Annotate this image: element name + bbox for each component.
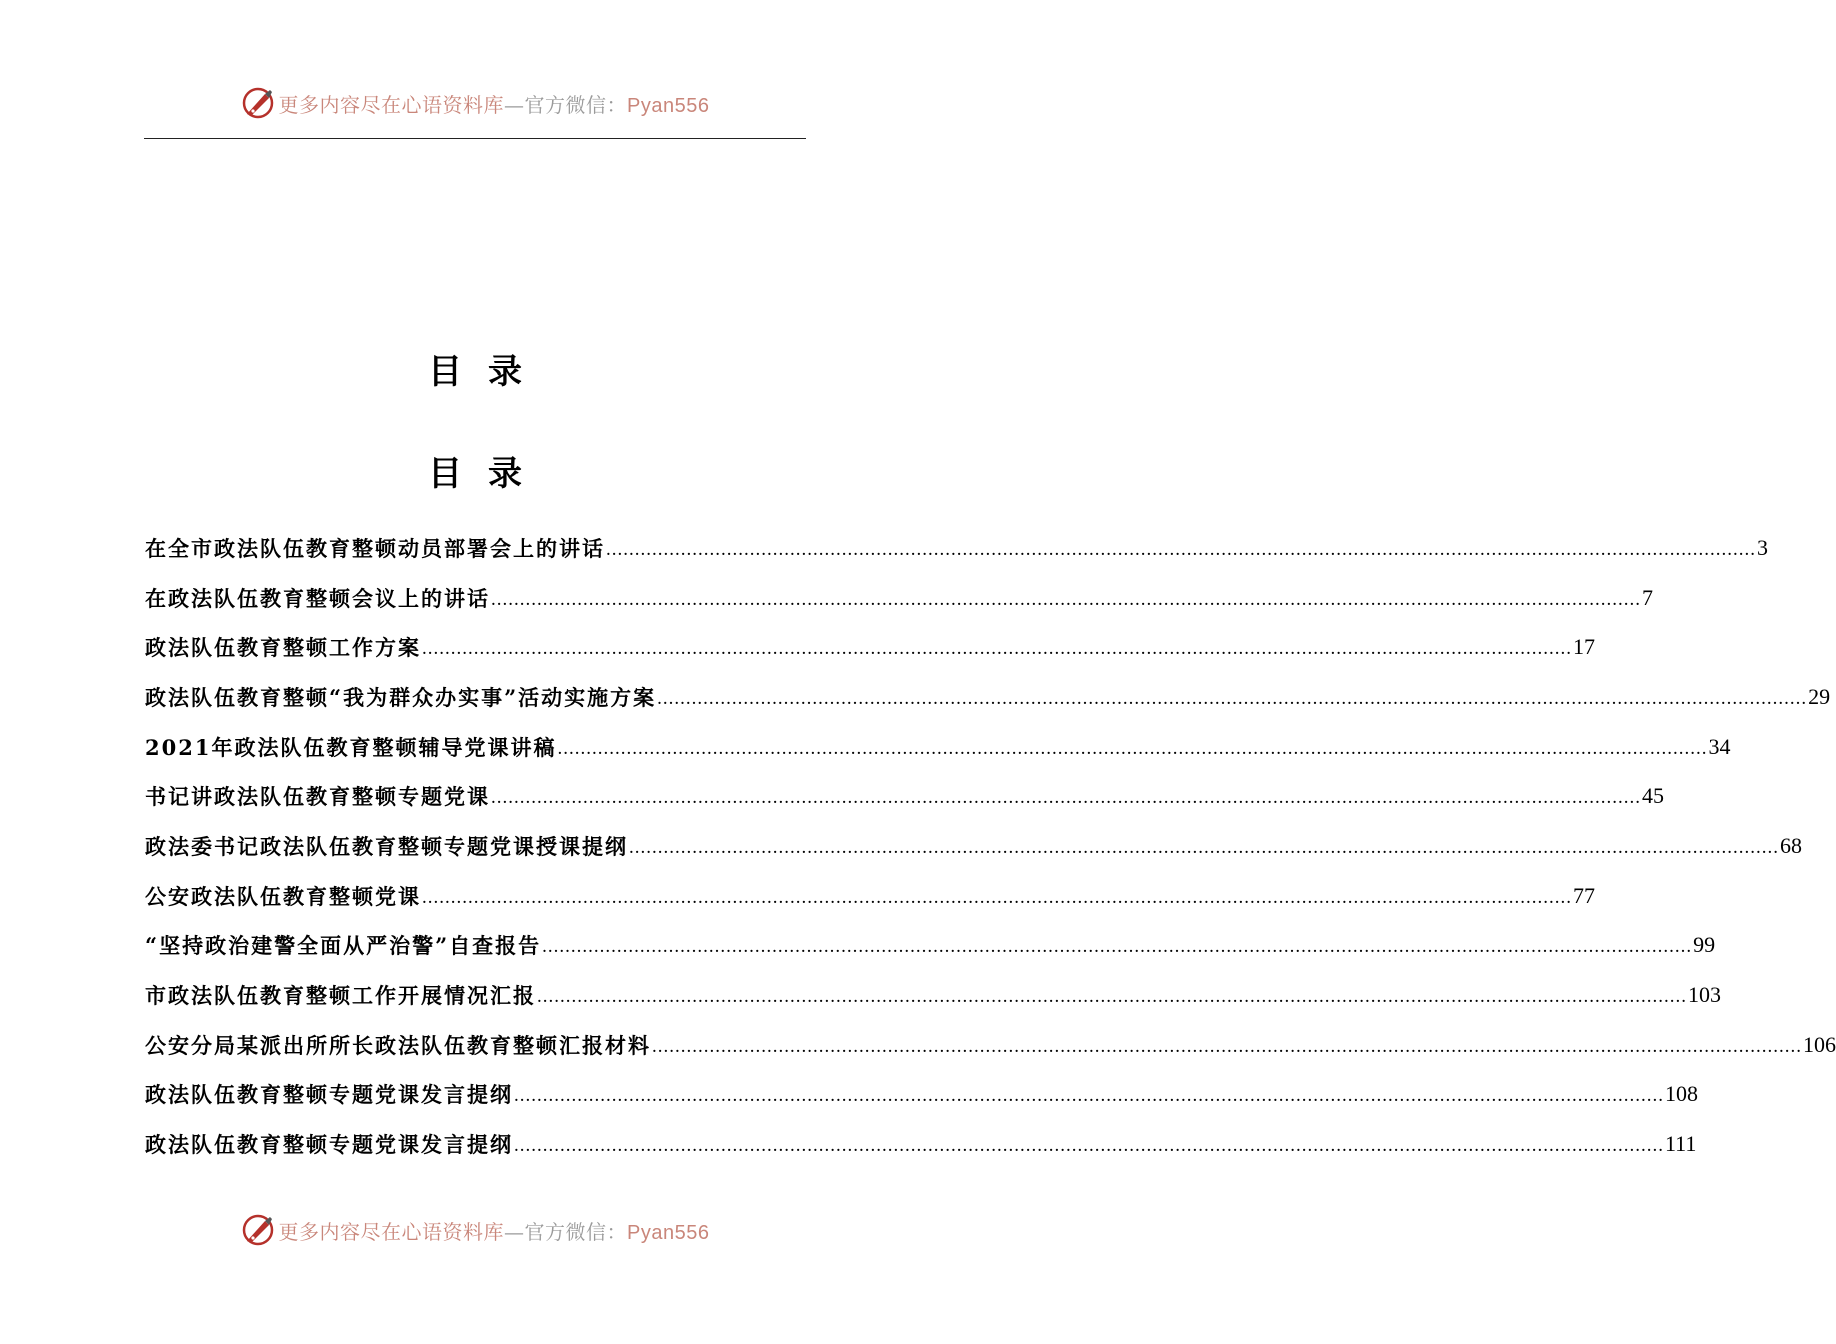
toc-leader-dots: ........................................................................................................................................................................................................	[652, 1035, 1802, 1057]
toc-entry[interactable]	[145, 722, 1731, 772]
footer-brand: 更多内容尽在心语资料库	[278, 1219, 505, 1244]
toc-entry[interactable]	[145, 970, 1721, 1020]
toc-leader-dots: ........................................................................................................................................................................................................	[514, 1085, 1664, 1107]
toc-entry-page: 7	[1642, 584, 1653, 610]
toc-entry-title: 2021年政法队伍教育整顿辅导党课讲稿	[145, 734, 557, 760]
pen-nib-logo-icon	[241, 86, 275, 120]
toc-entry-title: 公安政法队伍教育整顿党课	[145, 883, 421, 909]
footer-dash: —	[504, 1219, 525, 1244]
header-wechat-label: 官方微信：	[524, 92, 628, 117]
toc-entry-title: 政法队伍教育整顿专题党课发言提纲	[145, 1082, 513, 1108]
toc-entry[interactable]	[145, 1119, 1697, 1169]
toc-entry[interactable]	[145, 1070, 1698, 1120]
toc-leader-dots: ........................................................................................................................................................................................................	[657, 687, 1808, 709]
toc-leader-dots: ........................................................................................................................................................................................................	[557, 737, 1708, 759]
toc-entry-title: 政法委书记政法队伍教育整顿专题党课授课提纲	[145, 833, 628, 859]
toc-entry-page: 77	[1573, 882, 1595, 908]
pen-nib-logo-icon	[241, 1213, 275, 1247]
toc-leader-dots: ........................................................................................................................................................................................................	[542, 936, 1693, 958]
toc-entry-page: 45	[1642, 783, 1664, 809]
toc-entry-page: 103	[1688, 982, 1721, 1008]
header-divider	[144, 138, 806, 139]
toc-entry[interactable]	[145, 771, 1664, 821]
footer-brand-line	[279, 1216, 710, 1245]
toc-entry[interactable]	[145, 573, 1653, 623]
toc-entry[interactable]	[145, 672, 1831, 722]
toc-entry-title: 书记讲政法队伍教育整顿专题党课	[145, 784, 490, 810]
toc-entry-page: 99	[1693, 932, 1716, 958]
toc-leader-dots: ........................................................................................................................................................................................................	[491, 787, 1641, 809]
header-banner	[0, 83, 950, 123]
toc-leader-dots: ........................................................................................................................................................................................................	[629, 836, 1779, 858]
toc-leader-dots: ........................................................................................................................................................................................................	[537, 986, 1687, 1008]
toc-entry[interactable]	[145, 921, 1716, 971]
toc-entry[interactable]	[145, 622, 1595, 672]
toc-entry-title: 政法队伍教育整顿工作方案	[145, 635, 421, 661]
table-of-contents	[145, 523, 1836, 1169]
toc-entry[interactable]	[145, 821, 1802, 871]
toc-entry-title: “坚持政治建警全面从严治警”自查报告	[145, 933, 542, 959]
toc-heading: 目录	[428, 454, 548, 494]
toc-entry-title: 政法队伍教育整顿“我为群众办实事”活动实施方案	[145, 684, 657, 710]
toc-entry-title: 政法队伍教育整顿专题党课发言提纲	[145, 1132, 513, 1158]
toc-entry-title: 市政法队伍教育整顿工作开展情况汇报	[145, 983, 536, 1009]
toc-entry[interactable]	[145, 523, 1768, 573]
toc-entry-page: 68	[1780, 832, 1802, 858]
toc-entry-page: 3	[1757, 534, 1768, 560]
footer-wechat-label: 官方微信：	[524, 1219, 628, 1244]
toc-leader-dots: ........................................................................................................................................................................................................	[422, 886, 1572, 908]
toc-entry[interactable]	[145, 871, 1595, 921]
toc-entry-page: 34	[1708, 733, 1731, 759]
toc-entry-page: 17	[1573, 634, 1595, 660]
page-title: 目录	[428, 352, 548, 392]
toc-entry-page: 111	[1665, 1131, 1697, 1157]
header-wechat-id: Pyan556	[627, 94, 710, 117]
toc-entry-page: 29	[1808, 683, 1831, 709]
header-brand-line	[279, 89, 710, 118]
header-dash: —	[504, 92, 525, 117]
toc-leader-dots: ........................................................................................................................................................................................................	[491, 588, 1641, 610]
toc-entry-title: 公安分局某派出所所长政法队伍教育整顿汇报材料	[145, 1032, 651, 1058]
toc-entry-page: 106	[1803, 1031, 1836, 1057]
toc-entry-title: 在政法队伍教育整顿会议上的讲话	[145, 585, 490, 611]
toc-leader-dots: ........................................................................................................................................................................................................	[422, 638, 1572, 660]
toc-leader-dots: ........................................................................................................................................................................................................	[606, 538, 1756, 560]
toc-entry-page: 108	[1665, 1081, 1698, 1107]
toc-leader-dots: ........................................................................................................................................................................................................	[514, 1135, 1664, 1157]
toc-entry-title: 在全市政法队伍教育整顿动员部署会上的讲话	[145, 535, 605, 561]
footer-wechat-id: Pyan556	[627, 1221, 710, 1244]
footer-banner	[0, 1210, 950, 1250]
toc-entry[interactable]	[145, 1020, 1836, 1070]
header-brand: 更多内容尽在心语资料库	[278, 92, 505, 117]
